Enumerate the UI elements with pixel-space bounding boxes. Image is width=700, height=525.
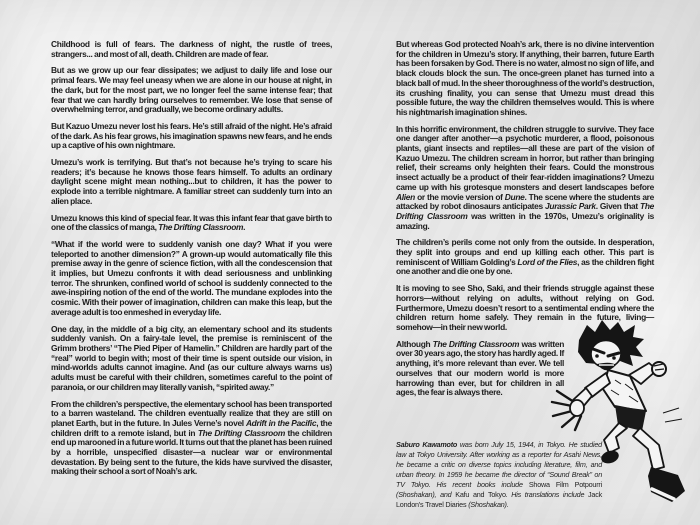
paragraph bbox=[51, 158, 332, 207]
text-segment: Childhood is full of fears. The darkness of night, the rustle of trees, strangers... and most of all, death. Children are made of fear. bbox=[51, 39, 332, 59]
text-segment: . His translations include bbox=[505, 490, 589, 499]
shouting-mouth bbox=[597, 363, 616, 371]
text-segment: (Shoshakan), and bbox=[396, 490, 456, 499]
text-segment: But as we grow up our fear dissipates; we adjust to daily life and lose our primal fears. We may feel uneasy when we are alone in our house at night, in the dark, but for the most part, we no longer feel the same intense fear; that fear that we can hardly bring ourselves to remember. We lose that sense of overwhelming terror, and gradually, we become ordinary adults. bbox=[51, 65, 332, 115]
text-segment: Jurassic Park bbox=[545, 201, 596, 212]
right-page-paragraphs bbox=[396, 40, 654, 333]
paragraph bbox=[51, 40, 332, 59]
text-segment: (Shoshakan). bbox=[466, 500, 509, 509]
paragraph-wrapping-illustration bbox=[396, 340, 564, 398]
text-segment: But Kazuo Umezu never lost his fears. He’s still afraid of the night. He’s afraid of the dark. As his fear grows, his imagination spawns new fears, and he ends up a captive of his own nightmare. bbox=[51, 120, 332, 151]
text-segment: Showa Film Potpourri bbox=[528, 480, 602, 489]
paragraph bbox=[396, 238, 654, 277]
text-segment: Alien bbox=[396, 191, 415, 202]
text-segment: Although bbox=[396, 338, 433, 349]
text-segment: was born July 15, 1944, in Tokyo. He studied law at Tokyo University. After working as a reporter for Asahi News, he became a critic on diverse topics including literature, film, and urban theory. In 1959 he became the director of “Sound Break” on TV Tokyo. His recent books include bbox=[396, 440, 602, 489]
author-bio bbox=[396, 440, 602, 510]
text-segment: The Drifting Classroom bbox=[396, 201, 654, 221]
text-segment: The Drifting Classroom bbox=[197, 427, 285, 438]
text-segment: . Given that bbox=[595, 201, 640, 212]
text-segment: the children end up marooned in a future world. It turns out that the planet has been ruined by a horrible, unspecified disaster—a nuclear war or environmental devastation. By being sent to the future, the kids have survived the disaster, making their school a sort of Noah’s ark. bbox=[51, 427, 333, 477]
text-segment: One day, in the middle of a big city, an elementary school and its students suddenly vanish. On a fairy-tale level, the premise is reminiscent of the Grimm brothers’ “The Pied Piper of Hamelin.” Children are hardly part of the “real” world to begin with; most of their time is spent outside our vision, in mind-worlds adults cannot imagine. And (as our culture always warns us) adults must be careful with their children, sometimes careful to the point of paranoia, or our children may literally vanish, “spirited away.” bbox=[51, 323, 332, 392]
text-segment: , as the children fight one another and die one by one. bbox=[396, 256, 654, 277]
text-segment: The children’s perils come not only from the outside. In desperation, they split into groups and end up killing each other. This part is reminiscent of William Golding’s bbox=[396, 237, 654, 267]
text-segment: “What if the world were to suddenly vanish one day? What if you were teleported to another dimension?” A grown-up would automatically file this premise away in the genre of science fiction, with all the condescension that it implies, but Umezu confronts it with dead seriousness and unblinking terror. The shrunken, confined world of school is suddenly connected to the awe-inspiring notion of the end of the world. The mundane explodes into the cosmic. With their power of imagination, children can make this leap, but the average adult is too enmeshed in everyday life. bbox=[51, 238, 332, 317]
text-segment: From the children’s perspective, the elementary school has been transported to a barren wasteland. The children eventually realize that they are still on planet Earth, but in the future. In Jules Verne’s novel bbox=[51, 398, 332, 428]
text-segment: Saburo Kawamoto bbox=[396, 440, 458, 449]
text-segment: In this horrific environment, the children struggle to survive. They face one danger after another—a psychotic murderer, a flood, poisonous plants, giant insects and reptiles—all these are part of the vision of Kazuo Umezu. The children scream in horror, but rather than bringing relief, their screams only heighten their fears. Could the monstrous insect actually be a product of their fear-ridden imaginations? Umezu came up with his grotesque monsters and desert landscapes before bbox=[396, 123, 654, 192]
text-segment: Adrift in the Pacific bbox=[245, 417, 317, 428]
left-page-text-column bbox=[51, 40, 332, 484]
text-segment: was written in the 1970s, Umezu’s originality is amazing. bbox=[396, 210, 654, 231]
paragraph bbox=[51, 122, 332, 151]
text-segment: . The scene where the students are attacked by robot dinosaurs anticipates bbox=[396, 191, 654, 212]
text-segment: Umezu knows this kind of special fear. It was this infant fear that gave birth to one of the classics of manga, bbox=[51, 212, 332, 233]
paragraph bbox=[51, 325, 332, 393]
paragraph bbox=[51, 400, 332, 478]
text-segment: was written over 30 years ago, the story has hardly aged. If anything, it’s more relevant than ever. We tell ourselves that our modern world is more harrowing than ever, but for children in all ages, the fear is always there. bbox=[396, 338, 565, 398]
text-segment: Umezu’s work is terrifying. But that’s not because he’s trying to scare his readers; it’s because he knows those fears himself. To adults an ordinary daylight scene might mean nothing...but to children, it has the power to explode into a terrible nightmare. A familiar street can suddenly turn into an alien place. bbox=[51, 157, 332, 206]
text-segment: Dune bbox=[504, 191, 525, 202]
text-segment: The Drifting Classroom bbox=[158, 222, 244, 233]
text-segment: or the movie version of bbox=[414, 191, 505, 202]
paragraph bbox=[51, 214, 332, 233]
text-segment: Kafu and Tokyo bbox=[455, 490, 506, 499]
paragraph bbox=[51, 240, 332, 318]
text-segment: , the children drift to a remote island, but in bbox=[51, 417, 332, 438]
text-segment: Lord of the Flies bbox=[517, 256, 578, 267]
paragraph bbox=[396, 40, 654, 118]
palm bbox=[570, 400, 584, 416]
paragraph bbox=[396, 125, 654, 232]
text-segment: . bbox=[243, 222, 246, 233]
text-segment: Jack London’s Travel Diaries bbox=[396, 490, 603, 509]
paragraph bbox=[51, 66, 332, 115]
text-segment: It is moving to see Sho, Saki, and their friends struggle against these horrors—without relying on adults, without relying on God. Furthermore, Umezu doesn’t resort to a sentimental ending where the children return home safely. They remain in the future, living—somehow—in their new world. bbox=[396, 283, 654, 332]
back-shoe bbox=[600, 449, 621, 466]
text-segment: The Drifting Classroom bbox=[432, 338, 520, 349]
motion-lines bbox=[663, 408, 682, 422]
text-segment: But whereas God protected Noah’s ark, there is no divine intervention for the children in Umezu’s story. If anything, their barren, future Earth has been forsaken by God. There is no water, almost no sign of life, and black clouds block the sun. The once-green planet has turned into a black ball of mud. In the sheer thoroughness of the world’s destruction, its crushing finality, you can sense that Umezu must dread this possible future, the way the children themselves would. This is where his nightmarish imagination shines. bbox=[396, 39, 654, 117]
